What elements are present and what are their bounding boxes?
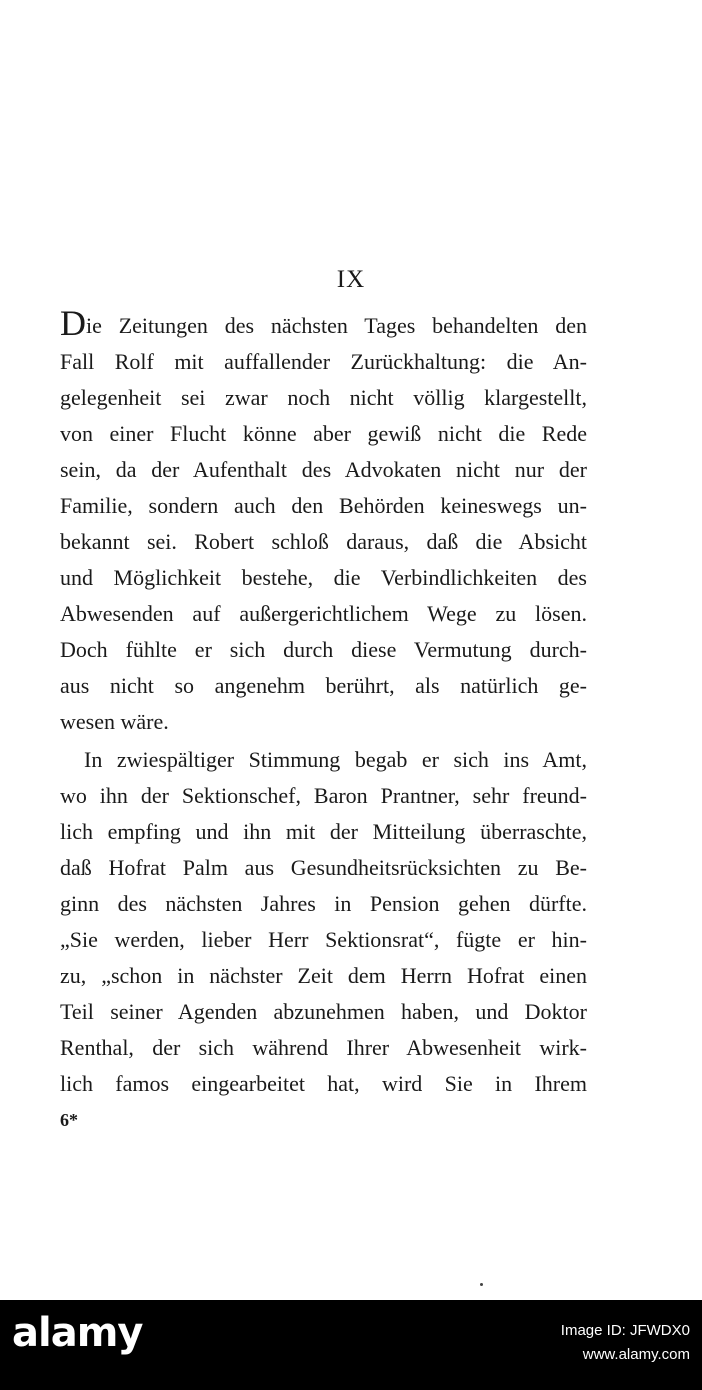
image-id: Image ID: JFWDX0 — [560, 1322, 690, 1339]
speck-mark — [480, 1283, 483, 1286]
text-line: wo ihn der Sektionschef, Baron Prantner, sehr freund- — [60, 783, 587, 808]
text-line: aus nicht so angenehm berührt, als natürlich ge- — [60, 673, 587, 698]
paragraph-2 — [60, 742, 587, 1102]
text-line: bekannt sei. Robert schloß daraus, daß die Absicht — [60, 529, 587, 554]
text-line: ginn des nächsten Jahres in Pension gehen dürfte. — [60, 891, 587, 916]
text-line: gelegenheit sei zwar noch nicht völlig klargestellt, — [60, 385, 587, 410]
text-line: Fall Rolf mit auffallender Zurückhaltung: die An- — [60, 349, 587, 374]
text-line: daß Hofrat Palm aus Gesundheitsrücksichten zu Be- — [60, 855, 587, 880]
alamy-logo: alamy — [12, 1310, 143, 1356]
text-line: Familie, sondern auch den Behörden keineswegs un- — [60, 493, 587, 518]
text-line: und Möglichkeit bestehe, die Verbindlichkeiten des — [60, 565, 587, 590]
text-line: wesen wäre. — [60, 709, 169, 734]
text-line: Renthal, der sich während Ihrer Abwesenheit wirk- — [60, 1035, 587, 1060]
text-line: lich empfing und ihn mit der Mitteilung überraschte, — [60, 819, 587, 844]
text-line: Die Zeitungen des nächsten Tages behandelten den — [60, 308, 587, 344]
chapter-title: IX — [336, 266, 366, 293]
text-line: Doch fühlte er sich durch diese Vermutung durch- — [60, 637, 587, 662]
drop-cap: D — [60, 308, 86, 343]
site-url: www.alamy.com — [582, 1346, 690, 1363]
text-line: Abwesenden auf außergerichtlichem Wege zu lösen. — [60, 601, 587, 626]
text-line: zu, „schon in nächster Zeit dem Herrn Hofrat einen — [60, 963, 587, 988]
text-line: Teil seiner Agenden abzunehmen haben, und Doktor — [60, 999, 587, 1024]
paragraph-1 — [60, 308, 587, 740]
text-line: von einer Flucht könne aber gewiß nicht die Rede — [60, 421, 587, 446]
text-line: In zwiespältiger Stimmung begab er sich ins Amt, — [84, 747, 587, 772]
text-line: sein, da der Aufenthalt des Advokaten nicht nur der — [60, 457, 587, 482]
text-line: „Sie werden, lieber Herr Sektionsrat“, fügte er hin- — [60, 927, 587, 952]
signature-mark: 6* — [60, 1110, 78, 1130]
text-line: lich famos eingearbeitet hat, wird Sie in Ihrem — [60, 1071, 587, 1096]
